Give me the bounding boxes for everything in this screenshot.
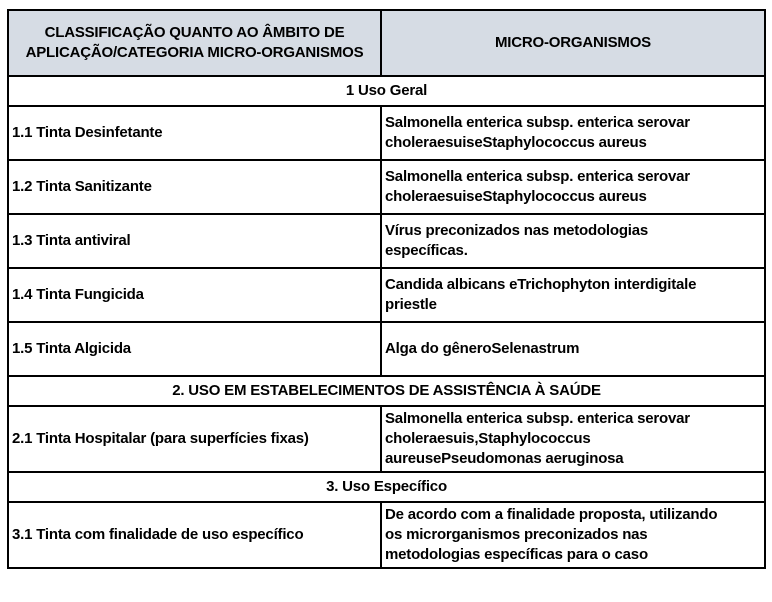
- table-row: [8, 406, 765, 472]
- organisms-line: De acordo com a finalidade proposta, utilizando: [385, 506, 718, 523]
- table-row: [8, 268, 765, 322]
- organisms-line: específicas.: [385, 242, 468, 259]
- category-cell: 1.1 Tinta Desinfetante: [8, 106, 381, 160]
- organisms-cell: [381, 268, 765, 322]
- organisms-line: priestle: [385, 296, 437, 313]
- organisms-line: aureusePseudomonas aeruginosa: [385, 450, 624, 467]
- organisms-line: Salmonella enterica subsp. enterica serovar: [385, 410, 690, 427]
- table-row: [8, 160, 765, 214]
- organisms-line: choleraesuiseStaphylococcus aureus: [385, 134, 647, 151]
- table-row: [8, 322, 765, 376]
- section-row-uso-especifico: [8, 472, 765, 502]
- organisms-line: Vírus preconizados nas metodologias: [385, 222, 649, 239]
- category-cell: 2.1 Tinta Hospitalar (para superfícies fixas): [8, 406, 381, 472]
- category-cell: 1.5 Tinta Algicida: [8, 322, 381, 376]
- organisms-cell: [381, 322, 765, 376]
- organisms-line: Salmonella enterica subsp. enterica serovar: [385, 168, 690, 185]
- table-header-row: [8, 10, 765, 76]
- organisms-cell: [381, 106, 765, 160]
- header-classification: [8, 10, 381, 76]
- category-cell: 1.2 Tinta Sanitizante: [8, 160, 381, 214]
- category-cell: 1.3 Tinta antiviral: [8, 214, 381, 268]
- microorganisms-classification-table: [7, 9, 766, 569]
- section-title: 3. Uso Específico: [8, 472, 765, 502]
- organisms-cell: [381, 406, 765, 472]
- section-row-estabelecimentos-saude: [8, 376, 765, 406]
- table-row: [8, 106, 765, 160]
- organisms-line: Candida albicans eTrichophyton interdigitale: [385, 276, 697, 293]
- table-row: [8, 214, 765, 268]
- header-classification-line-2: APLICAÇÃO/CATEGORIA MICRO-ORGANISMOS: [25, 44, 364, 61]
- organisms-line: choleraesuis,Staphylococcus: [385, 430, 591, 447]
- section-title: 2. USO EM ESTABELECIMENTOS DE ASSISTÊNCIA À SAÚDE: [8, 376, 765, 406]
- organisms-line: os microrganismos preconizados nas: [385, 526, 648, 543]
- header-microorganisms: MICRO-ORGANISMOS: [381, 10, 765, 76]
- category-cell: 1.4 Tinta Fungicida: [8, 268, 381, 322]
- table-row: [8, 502, 765, 568]
- organisms-cell: [381, 502, 765, 568]
- organisms-line: choleraesuiseStaphylococcus aureus: [385, 188, 647, 205]
- organisms-line: Salmonella enterica subsp. enterica serovar: [385, 114, 690, 131]
- section-title: 1 Uso Geral: [8, 76, 765, 106]
- header-classification-line-1: CLASSIFICAÇÃO QUANTO AO ÂMBITO DE: [44, 24, 345, 41]
- table-body: [8, 10, 765, 568]
- organisms-line: Alga do gêneroSelenastrum: [385, 340, 580, 357]
- section-row-uso-geral: [8, 76, 765, 106]
- organisms-cell: [381, 214, 765, 268]
- organisms-line: metodologias específicas para o caso: [385, 546, 648, 563]
- organisms-cell: [381, 160, 765, 214]
- category-cell: 3.1 Tinta com finalidade de uso específico: [8, 502, 381, 568]
